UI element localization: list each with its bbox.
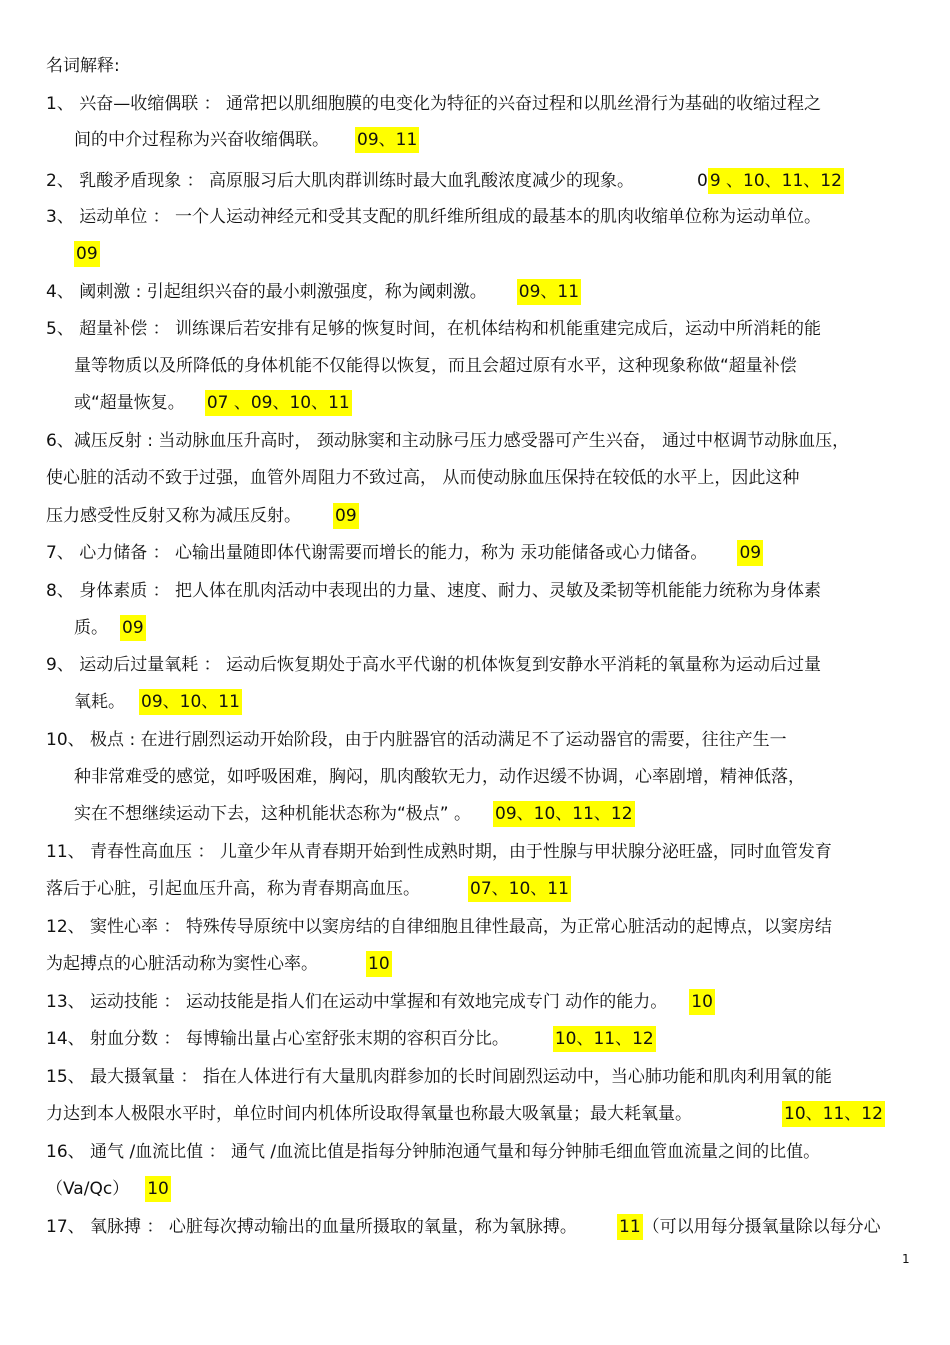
year-tag: 07 、09、10、11 <box>205 390 352 416</box>
entry-2-line-1: 2、 乳酸矛盾现象 ： 高原服习后大肌肉群训练时最大血乳酸浓度减少的现象。 <box>46 171 635 191</box>
entry-12-line-2: 为起搏点的心脏活动称为窦性心率。 10 <box>46 953 392 975</box>
entry-11-line-1: 11、 青春性高血压 ： 儿童少年从青春期开始到性成熟时期，由于性腺与甲状腺分泌旺盛，同时血管发育 <box>46 842 832 862</box>
entry-1-line-2: 间的中介过程称为兴奋收缩偶联。 09、11 <box>74 129 419 151</box>
year-tag: 07、10、11 <box>468 876 571 902</box>
entry-7-line-1: 7、 心力储备 ： 心输出量随即体代谢需要而增长的能力，称为 汞功能储备或心力储备。 09 <box>46 542 763 564</box>
entry-6-line-2: 使心脏的活动不致于过强，血管外周阻力不致过高， 从而使动脉血压保持在较低的水平上，因此这种 <box>46 468 800 488</box>
entry-5-line-1: 5、 超量补偿 ： 训练课后若安排有足够的恢复时间，在机体结构和机能重建完成后，运动中所消耗的能 <box>46 319 822 339</box>
year-tag: 10 <box>145 1176 171 1202</box>
year-tag: 09、10、11 <box>139 689 242 715</box>
entry-6-line-1: 6、减压反射 : 当动脉血压升高时， 颈动脉窦和主动脉弓压力感受器可产生兴奋， 通过中枢调节动脉血压， <box>46 431 850 451</box>
year-tag: 09、11 <box>355 127 419 153</box>
entry-10-line-2: 种非常难受的感觉，如呼吸困难，胸闷，肌肉酸软无力，动作迟缓不协调，心率剧增，精神低落， <box>74 767 805 787</box>
entry-16-line-1: 16、 通气 /血流比值 ： 通气 /血流比值是指每分钟肺泡通气量和每分钟肺毛细血管血流量之间的比值。 <box>46 1142 821 1162</box>
entry-3-line-1: 3、 运动单位 ： 一个人运动神经元和受其支配的肌纤维所组成的最基本的肌肉收缩单位称为运动单位。 <box>46 207 822 227</box>
year-tag: 10、11、12 <box>553 1026 656 1052</box>
heading: 名词解释: <box>46 56 120 76</box>
year-tag: 09、11 <box>517 279 581 305</box>
year-tag: 09 <box>333 503 359 529</box>
entry-3-tag <box>74 243 100 265</box>
entry-4-line-1: 4、 阈刺激 : 引起组织兴奋的最小刺激强度，称为阈刺激。 09、11 <box>46 281 581 303</box>
year-tag: 10 <box>689 989 715 1015</box>
entry-6-line-3: 压力感受性反射又称为减压反射。 09 <box>46 505 359 527</box>
entry-9-line-1: 9、 运动后过量氧耗 ： 运动后恢复期处于高水平代谢的机体恢复到安静水平消耗的氧量称为运动后过量 <box>46 655 822 675</box>
entry-16-line-2: （Va/Qc） 10 <box>46 1178 171 1200</box>
entry-17-line-1: 17、 氧脉搏 ： 心脏每次搏动输出的血量所摄取的氧量，称为氧脉搏。 <box>46 1217 577 1237</box>
entry-5-line-2: 量等物质以及所降低的身体机能不仅能得以恢复，而且会超过原有水平，这种现象称做“超量补偿 <box>74 356 797 376</box>
entry-17-tag <box>617 1216 881 1238</box>
entry-8-line-2: 质。 09 <box>74 617 146 639</box>
entry-12-line-1: 12、 窦性心率 ： 特殊传导原统中以窦房结的自律细胞且律性最高，为正常心脏活动的起博点，以窦房结 <box>46 917 832 937</box>
entry-15-tag <box>782 1103 885 1125</box>
entry-8-line-1: 8、 身体素质 ： 把人体在肌肉活动中表现出的力量、速度、耐力、灵敏及柔韧等机能能力统称为身体素 <box>46 581 822 601</box>
entry-15-line-1: 15、 最大摄氧量 ： 指在人体进行有大量肌肉群参加的长时间剧烈运动中，当心肺功能和肌肉利用氧的能 <box>46 1067 832 1087</box>
year-tag: 11 <box>617 1214 643 1240</box>
year-tag: 09 <box>737 540 763 566</box>
year-tag: 09、10、11、12 <box>493 801 635 827</box>
page-number: 1 <box>902 1252 910 1266</box>
entry-11-line-2: 落后于心脏，引起血压升高，称为青春期高血压。 07、10、11 <box>46 878 571 900</box>
entry-13-line-1: 13、 运动技能 ： 运动技能是指人们在运动中掌握和有效地完成专门 动作的能力。 10 <box>46 991 715 1013</box>
year-tag: 9 、10、11、12 <box>708 168 844 194</box>
year-tag: 09 <box>74 241 100 267</box>
year-tag: 09 <box>120 615 146 641</box>
entry-15-line-2: 力达到本人极限水平时，单位时间内机体所设取得氧量也称最大吸氧量；最大耗氧量。 <box>46 1104 692 1124</box>
entry-1-line-1: 1、 兴奋—收缩偶联 ： 通常把以肌细胞膜的电变化为特征的兴奋过程和以肌丝滑行为基础的收缩过程之 <box>46 94 822 114</box>
year-tag: 10 <box>366 951 392 977</box>
entry-14-line-1: 14、 射血分数 ： 每博输出量占心室舒张末期的容积百分比。 10、11、12 <box>46 1028 656 1050</box>
entry-5-line-3: 或“超量恢复。 07 、09、10、11 <box>74 392 352 414</box>
entry-17-continuation: （可以用每分摄氧量除以每分心 <box>642 1217 881 1237</box>
entry-2-tag <box>697 170 844 192</box>
year-tag: 10、11、12 <box>782 1101 885 1127</box>
entry-10-line-1: 10、 极点 : 在进行剧烈运动开始阶段，由于内脏器官的活动满足不了运动器官的需要，往往产生一 <box>46 730 787 750</box>
entry-9-line-2: 氧耗。 09、10、11 <box>74 691 242 713</box>
entry-10-line-3: 实在不想继续运动下去，这种机能状态称为“极点” 。 09、10、11、12 <box>74 803 635 825</box>
year-tag-prefix: 0 <box>697 171 708 191</box>
